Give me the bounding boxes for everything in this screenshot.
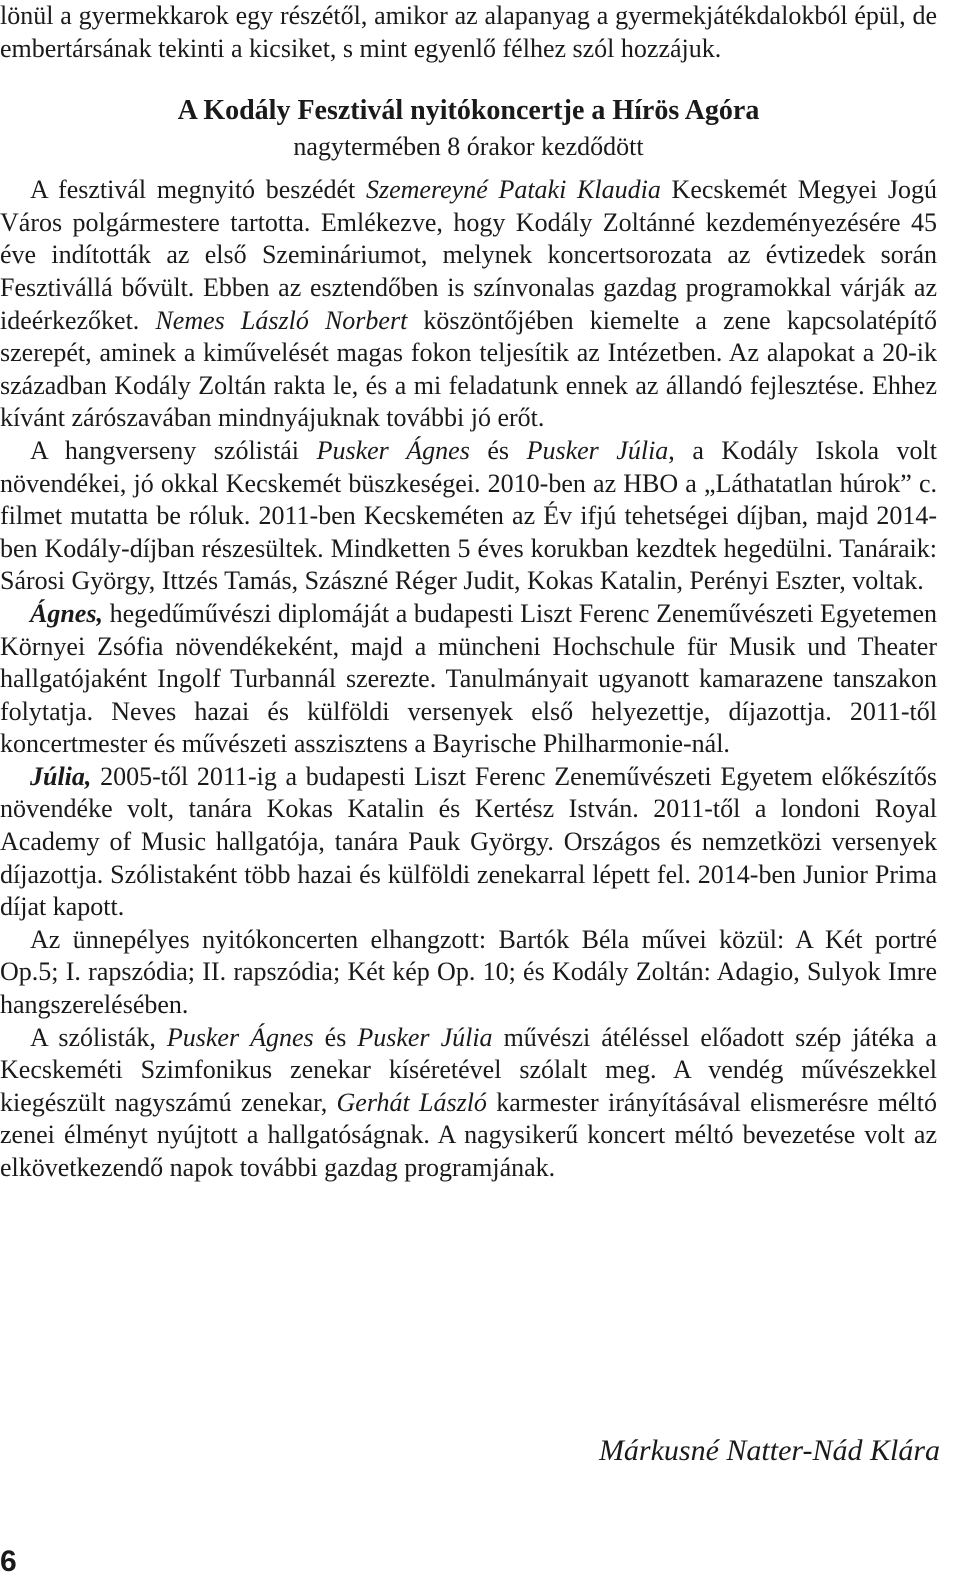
paragraph-performance [0,1022,937,1185]
heading-line-1: A Kodály Fesztivál nyitókoncertje a Hírös Agóra [177,95,760,127]
text-run: és [313,1022,358,1052]
heading-line-2: nagytermében 8 órakor kezdődött [293,132,644,162]
intro-paragraph: lönül a gyermekkarok egy részétől, amikor az alapanyag a gyermekjátékdalokból épül, de embertársának tekinti a kicsiket, s mint egyenlő félhez szól hozzájuk. [0,1,937,63]
person-name: Pusker Ágnes [166,1022,314,1052]
person-name: Szemereyné Pataki Klaudia [365,175,661,205]
text-run: köszöntőjében kiemelte a zene kapcsolatépítő szerepét, aminek a kiművelését magas fokon teljesítik az Intézetben. Az alapokat a 20-ik században Kodály Zoltán rakta le, és a mi feladatunk ennek az állandó fejlesztése. Ehhez kívánt zárószavában mindnyájuknak további jó erőt. [0,305,937,433]
text-run: 2005-től 2011-ig a budapesti Liszt Ferenc Zeneművészeti Egyetem előkészítős növendéke volt, tanára Kokas Katalin és Kertész István. 2011-től a londoni Royal Academy of Music hallgatója, tanára Pauk György. Országos és nemzetközi versenyek díjazottja. Szólistaként több hazai és külföldi zenekarral lépett fel. 2014-ben Junior Prima díjat kapott. [0,761,937,922]
text-run: karmester irányításával elismerésre méltó zenei élményt nyújtott a hallgatóságnak. A nagysikerű koncert méltó bevezetése volt az elkövetkezendő napok további gazdag programjának. [0,1087,937,1182]
paragraph-program: Az ünnepélyes nyitókoncerten elhangzott: Bartók Béla művei közül: A Két portré Op.5; I. rapszódia; II. rapszódia; Két kép Op. 10; és Kodály Zoltán: Adagio, Sulyok Imre hangszerelésében. [0,924,937,1020]
text-run: hegedűművészi diplomáját a budapesti Liszt Ferenc Zeneművészeti Egyetemen Környei Zsófia növendékeként, majd a müncheni Hochschule für Musik und Theater hallgatójaként Ingolf Turbannál szerezte. Tanulmányait ugyanott kamarazene tanszakon folytatja. Neves hazai és külföldi versenyek első helyezettje, díjazottja. 2011-től koncertmester és művészeti asszisztens a Bayrische Philharmonie-nál. [0,598,937,759]
paragraph-julia [0,761,937,924]
paragraph-soloists [0,435,937,598]
text-run: A fesztivál megnyitó beszédét [30,175,366,205]
text-run: és [469,435,527,465]
section-heading [0,93,937,165]
person-name: Ágnes, [30,598,103,628]
text-run: A hangverseny szólistái [30,435,317,465]
person-name: Pusker Júlia [357,1022,493,1052]
text-run: A szólisták, [30,1022,167,1052]
paragraph-agnes [0,598,937,761]
person-name: Júlia, [30,761,92,791]
person-name: Pusker Júlia [526,435,669,465]
paragraph-opening-speech [0,174,937,435]
text-run: művészi átéléssel előadott szép játéka a Kecskeméti Szimfonikus zenekar kíséretével szólalt meg. A vendég művészekkel kiegészült nagyszámú zenekar, [0,1022,937,1117]
person-name: Gerhát László [336,1087,487,1117]
page-number: 6 [0,1545,17,1578]
person-name: Nemes László Norbert [155,305,408,335]
text-run: , a Kodály Iskola volt növendékei, jó okkal Kecskemét büszkeségei. 2010-ben az HBO a „Láthatatlan húrok” c. filmet mutatta be róluk. 2011-ben Kecskeméten az Év ifjú tehetségei díjban, majd 2014-ben Kodály-díjban részesültek. Mindketten 5 éves korukban kezdtek hegedülni. Tanáraik: Sárosi György, Ittzés Tamás, Szászné Réger Judit, Kokas Katalin, Perényi Eszter, voltak. [0,435,937,596]
text-run: Kecskemét Megyei Jogú Város polgármestere tartotta. Emlékezve, hogy Kodály Zoltánné kezdeményezésére 45 éve indították az első Szemináriumot, melynek koncertsorozata az évtizedek során Fesztivállá bővült. Ebben az esztendőben is színvonalas gazdag programokkal várják az ideérkezőket. [0,175,938,335]
author-signature: Márkusné Natter-Nád Klára [598,1434,940,1467]
person-name: Pusker Ágnes [316,435,470,465]
